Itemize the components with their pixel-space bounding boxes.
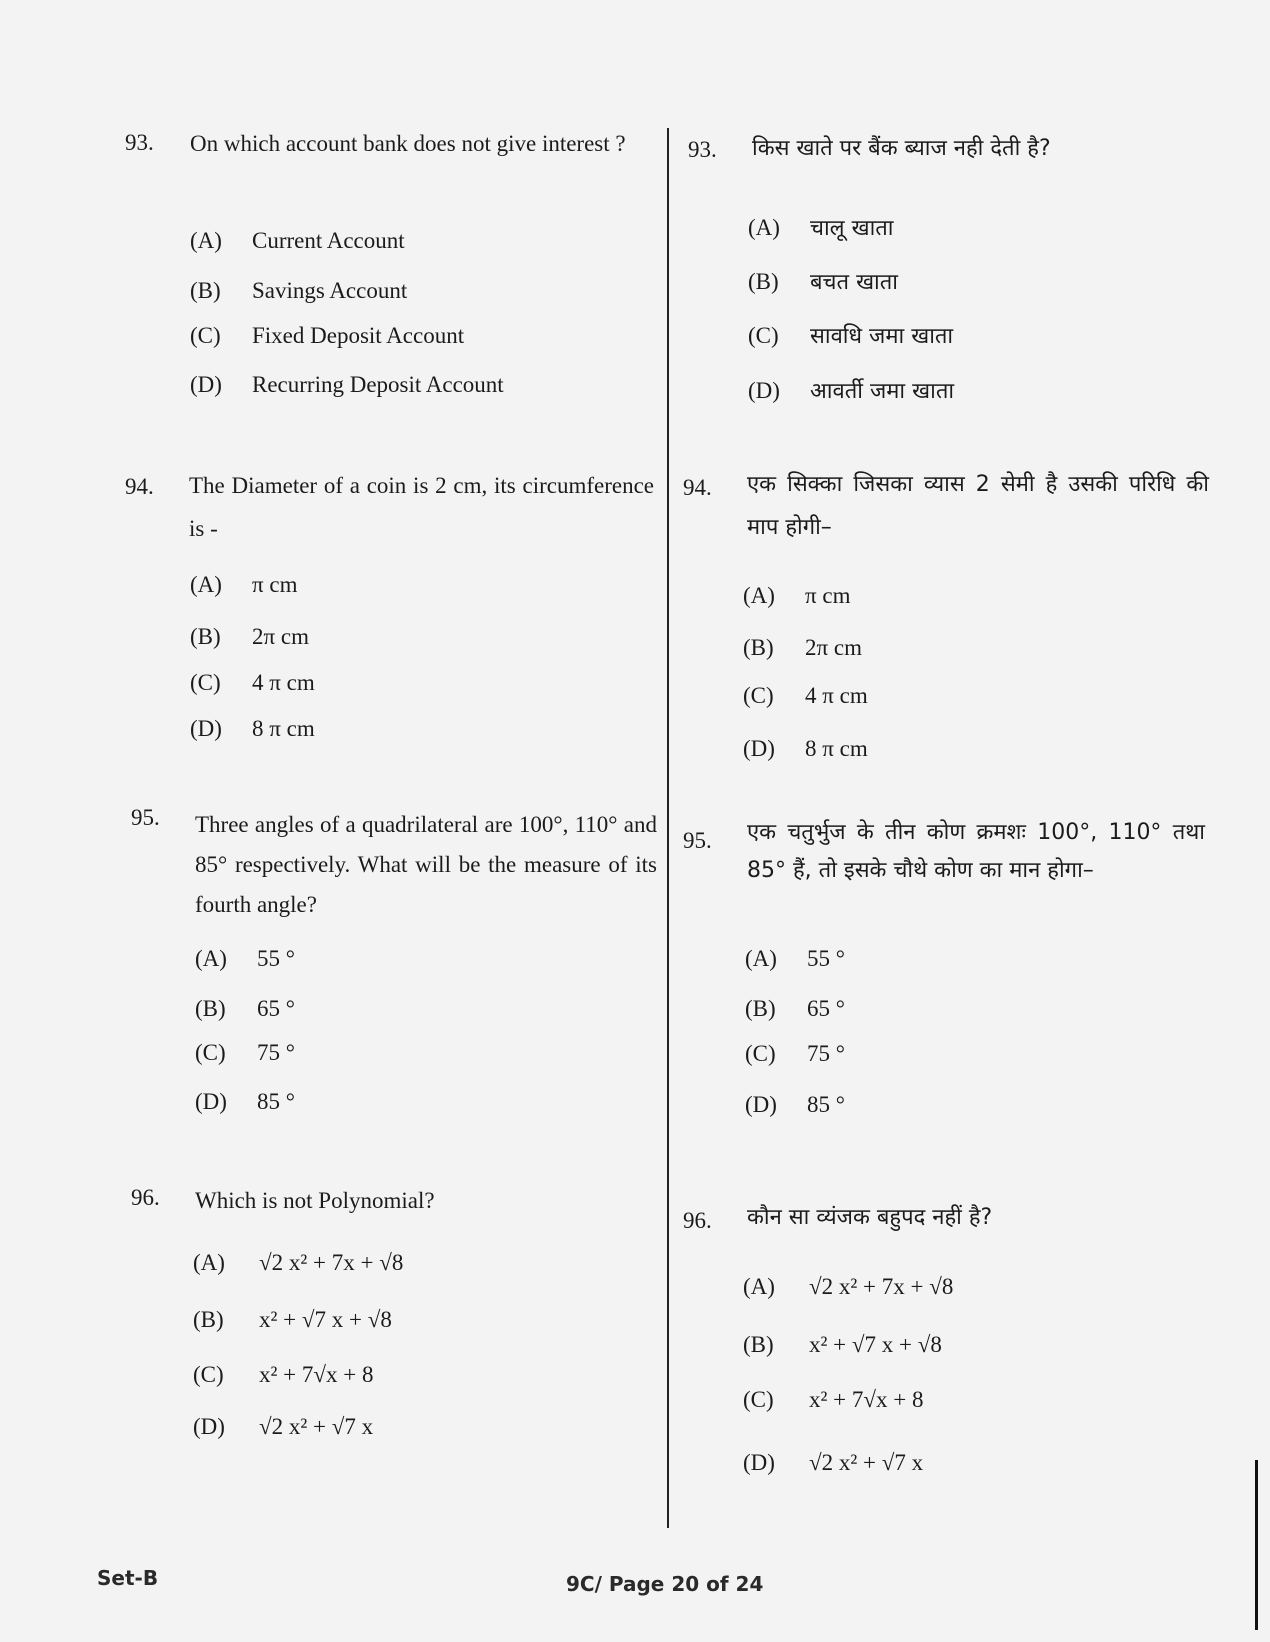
option-c xyxy=(195,1040,295,1066)
option-label: (A) xyxy=(748,215,780,240)
option-text: 2π cm xyxy=(805,635,862,660)
option-d xyxy=(745,1092,845,1118)
question-text: एक चतुर्भुज के तीन कोण क्रमशः 100°, 110° तथा 85° हैं, तो इसके चौथे कोण का मान होगा– xyxy=(747,820,1205,883)
question-number: 94. xyxy=(683,475,712,500)
option-text: x² + 7√x + 8 xyxy=(259,1362,374,1387)
option-a xyxy=(745,946,845,972)
option-label: (B) xyxy=(743,635,774,660)
option-text: 55 ° xyxy=(807,946,845,971)
option-text: x² + 7√x + 8 xyxy=(809,1387,924,1412)
option-text: √2 x² + 7x + √8 xyxy=(809,1274,954,1299)
option-d xyxy=(743,1450,923,1476)
question-text: एक सिक्का जिसका व्यास 2 सेमी है उसकी परिधि की माप होगी– xyxy=(747,472,1209,540)
option-text: x² + √7 x + √8 xyxy=(809,1332,942,1357)
option-label: (B) xyxy=(743,1332,774,1357)
option-text: √2 x² + 7x + √8 xyxy=(259,1250,404,1275)
question-text: कौन सा व्यंजक बहुपद नहीं है? xyxy=(747,1205,993,1230)
option-text: 85 ° xyxy=(807,1092,845,1117)
option-a xyxy=(190,228,405,254)
option-d xyxy=(190,372,504,398)
option-text: Recurring Deposit Account xyxy=(252,372,504,397)
option-a xyxy=(748,212,894,242)
option-label: (C) xyxy=(190,323,221,348)
option-text: x² + √7 x + √8 xyxy=(259,1307,392,1332)
option-c xyxy=(745,1041,845,1067)
option-b xyxy=(743,635,862,661)
option-label: (B) xyxy=(195,996,226,1021)
option-text: बचत खाता xyxy=(810,270,898,295)
option-b xyxy=(748,266,898,296)
option-label: (D) xyxy=(743,1450,775,1475)
question-number: 95. xyxy=(131,805,160,830)
option-text: 4 π cm xyxy=(805,683,868,708)
option-label: (C) xyxy=(745,1041,776,1066)
option-text: 8 π cm xyxy=(805,736,868,761)
option-d xyxy=(748,375,954,405)
option-d xyxy=(743,736,868,762)
option-label: (A) xyxy=(745,946,777,971)
option-label: (D) xyxy=(190,372,222,397)
option-label: (A) xyxy=(743,583,775,608)
option-c xyxy=(190,323,464,349)
option-a xyxy=(190,572,297,598)
option-text: 4 π cm xyxy=(252,670,315,695)
option-text: √2 x² + √7 x xyxy=(809,1450,924,1475)
option-label: (C) xyxy=(193,1362,224,1387)
option-text: π cm xyxy=(252,572,298,597)
option-label: (D) xyxy=(745,1092,777,1117)
option-label: (A) xyxy=(743,1274,775,1299)
option-c xyxy=(190,670,315,696)
question-number: 95. xyxy=(683,828,712,853)
option-c xyxy=(743,1387,923,1413)
option-label: (D) xyxy=(193,1414,225,1439)
option-text: 65 ° xyxy=(807,996,845,1021)
option-text: Savings Account xyxy=(252,278,408,303)
option-text: चालू खाता xyxy=(810,216,894,241)
option-b xyxy=(195,996,295,1022)
option-text: Fixed Deposit Account xyxy=(252,323,465,348)
question-number: 94. xyxy=(125,474,154,499)
option-label: (D) xyxy=(743,736,775,761)
option-text: 85 ° xyxy=(257,1089,295,1114)
option-d xyxy=(195,1089,295,1115)
option-a xyxy=(743,1274,953,1300)
column-divider xyxy=(667,128,669,1528)
set-label: Set-B xyxy=(97,1566,159,1590)
scan-edge xyxy=(1255,1460,1258,1630)
option-label: (A) xyxy=(193,1250,225,1275)
option-label: (B) xyxy=(193,1307,224,1332)
question-text: Which is not Polynomial? xyxy=(195,1188,435,1213)
option-c xyxy=(748,320,953,350)
option-label: (C) xyxy=(190,670,221,695)
option-c xyxy=(743,683,868,709)
option-text: सावधि जमा खाता xyxy=(810,324,954,349)
option-a xyxy=(195,946,295,972)
question-number: 96. xyxy=(131,1185,160,1210)
option-c xyxy=(193,1362,373,1388)
option-b xyxy=(743,1332,942,1358)
option-label: (C) xyxy=(743,1387,774,1412)
option-text: आवर्ती जमा खाता xyxy=(810,379,955,404)
option-label: (A) xyxy=(190,228,222,253)
option-text: 75 ° xyxy=(257,1040,295,1065)
option-text: 2π cm xyxy=(252,624,309,649)
option-label: (C) xyxy=(195,1040,226,1065)
option-label: (D) xyxy=(195,1089,227,1114)
option-text: 65 ° xyxy=(257,996,295,1021)
question-number: 93. xyxy=(125,130,154,155)
option-text: 75 ° xyxy=(807,1041,845,1066)
option-d xyxy=(190,716,315,742)
question-text: Three angles of a quadrilateral are 100°, 110° and 85° respectively. What will be the measure of its fourth angle? xyxy=(195,812,657,917)
option-label: (A) xyxy=(190,572,222,597)
option-label: (D) xyxy=(748,378,780,403)
question-number: 96. xyxy=(683,1208,712,1233)
option-text: π cm xyxy=(805,583,851,608)
option-a xyxy=(743,583,850,609)
question-text: The Diameter of a coin is 2 cm, its circumference is - xyxy=(189,473,654,541)
option-a xyxy=(193,1250,403,1276)
option-text: √2 x² + √7 x xyxy=(259,1414,374,1439)
option-label: (C) xyxy=(743,683,774,708)
option-label: (B) xyxy=(190,624,221,649)
question-number: 93. xyxy=(688,137,717,162)
option-label: (B) xyxy=(190,278,221,303)
option-d xyxy=(193,1414,373,1440)
page-number: 9C/ Page 20 of 24 xyxy=(566,1572,764,1596)
option-b xyxy=(190,278,407,304)
option-b xyxy=(745,996,845,1022)
option-label: (B) xyxy=(745,996,776,1021)
option-label: (A) xyxy=(195,946,227,971)
option-label: (D) xyxy=(190,716,222,741)
question-text: On which account bank does not give interest ? xyxy=(190,131,626,156)
option-text: 55 ° xyxy=(257,946,295,971)
option-label: (C) xyxy=(748,323,779,348)
option-text: 8 π cm xyxy=(252,716,315,741)
option-b xyxy=(190,624,309,650)
question-text: किस खाते पर बैंक ब्याज नही देती है? xyxy=(752,136,1051,161)
option-b xyxy=(193,1307,392,1333)
option-label: (B) xyxy=(748,269,779,294)
option-text: Current Account xyxy=(252,228,405,253)
